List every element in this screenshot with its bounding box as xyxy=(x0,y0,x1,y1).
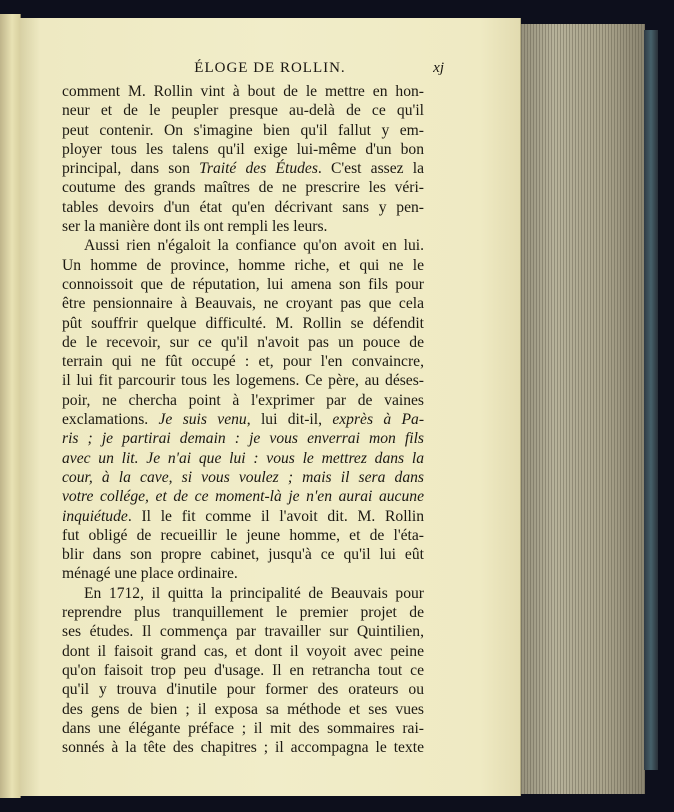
text-line xyxy=(62,738,424,757)
body-text xyxy=(62,82,424,757)
text-run: principal, dans son xyxy=(62,160,200,178)
text-run: Aussi rien n'égaloit la confiance qu'on avoit en lui. xyxy=(84,237,424,255)
text-line xyxy=(62,391,424,410)
text-line xyxy=(62,101,424,120)
text-run: blir dans son propre cabinet, jusqu'à ce qu'il lui eût xyxy=(62,546,424,564)
text-run: pût souffrir quelque difficulté. M. Rollin se défendit xyxy=(62,314,424,332)
text-line xyxy=(62,140,424,159)
running-head: ÉLOGE DE ROLLIN. xyxy=(194,60,346,76)
text-run: reprendre plus tranquillement le premier projet de xyxy=(62,604,424,622)
text-line xyxy=(62,507,424,526)
text-line xyxy=(62,584,424,603)
italic-run: exprès à Pa- xyxy=(332,411,425,429)
text-line xyxy=(62,178,424,197)
text-run: neur et de le peupler presque au-delà de ce qu'il xyxy=(62,102,424,120)
text-run: peut contenir. On s'imagine bien qu'il fallut y em- xyxy=(62,121,424,139)
text-line xyxy=(62,333,424,352)
text-line xyxy=(62,449,424,468)
text-line xyxy=(62,526,424,545)
text-line xyxy=(62,642,424,661)
text-run: qu'on faisoit trop peu d'usage. Il en retrancha tout ce xyxy=(62,661,424,679)
text-line xyxy=(62,314,424,333)
text-run: de le recevoir, sur ce qu'il n'avoit pas un pouce de xyxy=(62,333,424,351)
page-number: xj xyxy=(433,60,444,76)
text-run: exclamations. xyxy=(62,411,159,429)
text-run: ménagé une place ordinaire. xyxy=(62,565,238,583)
text-run: ployer tous les talens qu'il exige lui-même d'un bon xyxy=(62,140,424,158)
text-run: des gens de bien ; il exposa sa méthode et ses vues xyxy=(62,700,424,718)
text-line xyxy=(62,700,424,719)
text-run: En 1712, il quitta la principalité de Beauvais pour xyxy=(84,584,424,602)
text-line xyxy=(62,410,424,429)
text-line xyxy=(62,256,424,275)
italic-run: ris ; je partirai demain : je vous enverrai mon fils xyxy=(62,430,424,448)
text-run: dont il faisoit grand cas, et dont il voyoit avec peine xyxy=(62,642,424,660)
text-line xyxy=(62,487,424,506)
italic-run: votre collége, et de ce moment-là je n'en aurai aucune xyxy=(62,488,424,506)
text-run: qu'il y trouva d'inutile pour former des orateurs ou xyxy=(62,681,424,699)
text-line xyxy=(62,294,424,313)
text-line xyxy=(62,680,424,699)
text-line xyxy=(62,564,424,583)
text-run: , lui dit-il, xyxy=(246,411,333,429)
text-run: il lui fit parcourir tous les logemens. Ce père, au déses- xyxy=(62,372,424,390)
text-line xyxy=(62,217,424,236)
text-run: dans une élégante préface ; il mit des sommaires rai- xyxy=(62,719,424,737)
text-line xyxy=(62,603,424,622)
italic-run: Traité des Études xyxy=(199,160,318,178)
text-line xyxy=(62,236,424,255)
text-run: sonnés à la tête des chapitres ; il accompagna le texte xyxy=(62,739,424,757)
text-run: tables devoirs d'un état qu'en décrivant sans y pen- xyxy=(62,198,424,216)
text-line xyxy=(62,468,424,487)
text-run: comment M. Rollin vint à bout de le mettre en hon- xyxy=(62,83,424,100)
text-line xyxy=(62,371,424,390)
book-binding xyxy=(644,30,658,770)
italic-run: cour, à la cave, si vous voulez ; mais il sera dans xyxy=(62,468,424,486)
text-run: fut obligé de recueillir le jeune homme, et de l'éta- xyxy=(62,526,424,544)
text-line xyxy=(62,719,424,738)
text-run: coutume des grands maîtres de ne prescrire les véri- xyxy=(62,179,424,197)
text-run: ser la manière dont ils ont rempli les leurs. xyxy=(62,218,328,236)
text-line xyxy=(62,352,424,371)
text-run: terrain qui ne fût occupé : et, pour l'en convaincre, xyxy=(62,353,424,371)
italic-run: inquiétude xyxy=(62,507,128,525)
text-run: Un homme de province, homme riche, et qui ne le xyxy=(62,256,424,274)
text-run: . C'est assez la xyxy=(317,160,424,178)
text-run: poir, ne chercha point à l'exprimer par de vaines xyxy=(62,391,424,409)
text-line xyxy=(62,82,424,101)
left-page-edge xyxy=(0,14,21,798)
text-run: connoissoit que de réputation, lui amena son fils pour xyxy=(62,275,424,293)
text-run: . Il le fit comme il l'avoit dit. M. Rollin xyxy=(127,507,424,525)
text-run: être pensionnaire à Beauvais, ne croyant pas que cela xyxy=(62,295,424,313)
text-line xyxy=(62,275,424,294)
text-run: ses études. Il commença par travailler sur Quintilien, xyxy=(62,623,424,641)
text-line xyxy=(62,198,424,217)
text-line xyxy=(62,661,424,680)
italic-run: avec un lit. Je n'ai que lui : vous le mettrez dans la xyxy=(62,449,424,467)
text-line xyxy=(62,545,424,564)
page-header xyxy=(20,60,520,84)
page-block-edge xyxy=(514,24,645,794)
text-line xyxy=(62,429,424,448)
text-line xyxy=(62,121,424,140)
italic-run: Je suis venu xyxy=(158,411,247,429)
text-line xyxy=(62,159,424,178)
text-line xyxy=(62,622,424,641)
